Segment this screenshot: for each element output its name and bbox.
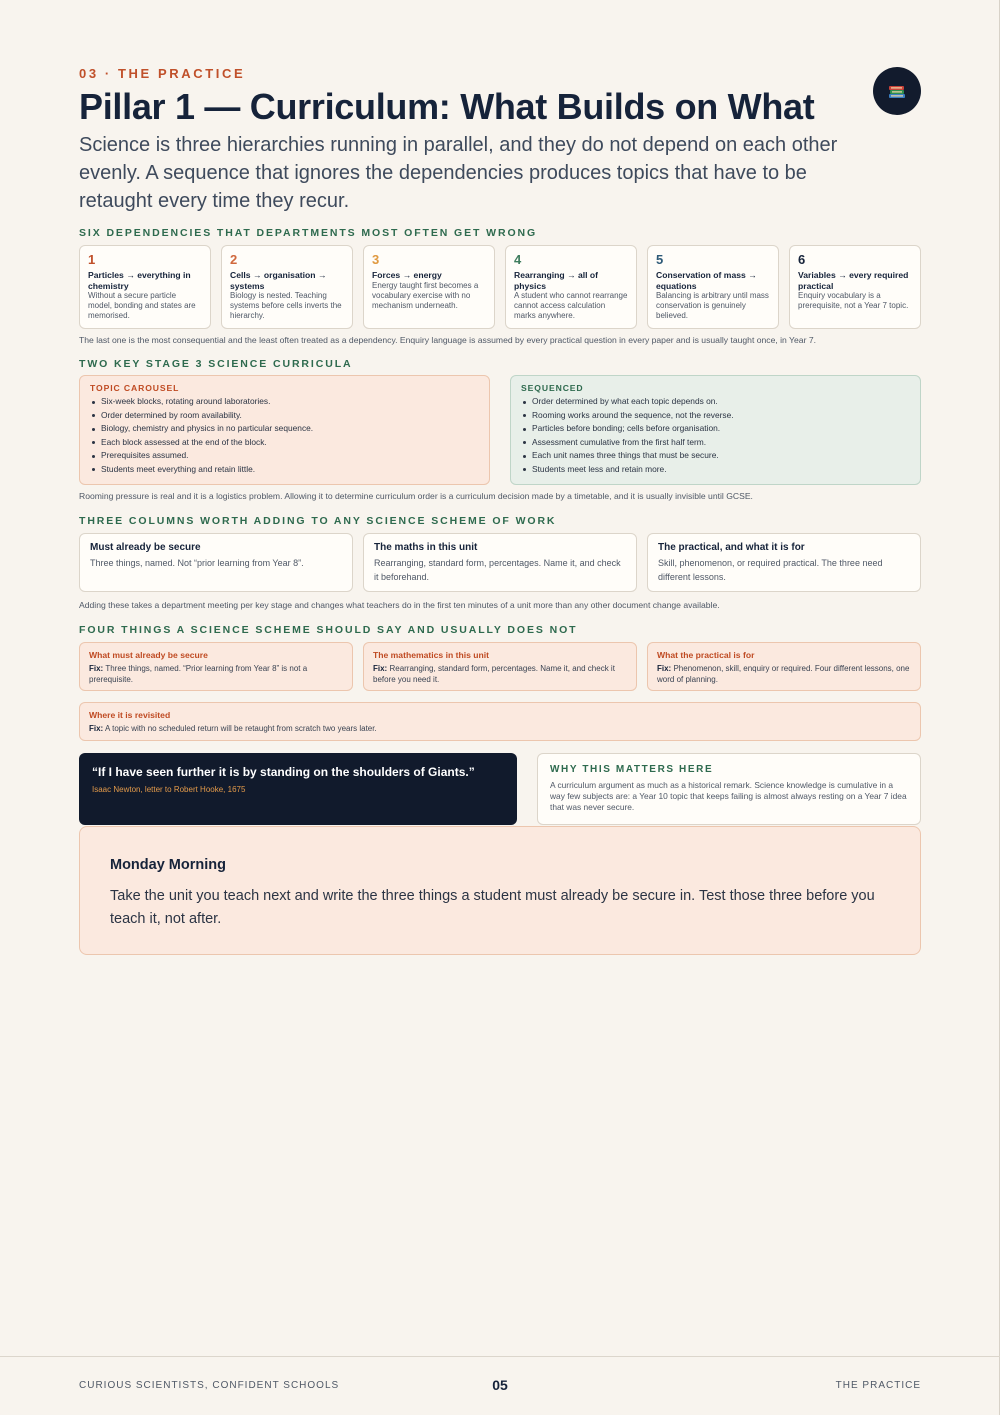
page-title: Pillar 1 — Curriculum: What Builds on What <box>79 86 815 127</box>
fix-card-secure <box>79 642 353 691</box>
curricula-note: Rooming pressure is real and it is a logistics problem. Allowing it to determine curriculum order is a curriculum decision made by a timetable, and it is usually invisible until GCSE. <box>79 491 753 501</box>
list-item: Rooming works around the sequence, not the reverse. <box>521 409 910 423</box>
fix-text: Rearranging, standard form, percentages. Name it, and check it before you need it. <box>373 664 615 685</box>
dependency-body: Biology is nested. Teaching systems before cells inverts the hierarchy. <box>230 291 342 321</box>
books-icon-graphic <box>886 80 908 102</box>
list-item: Students meet less and retain more. <box>521 463 910 477</box>
dependency-number: 6 <box>798 252 806 267</box>
list-item: Six-week blocks, rotating around laboratories. <box>90 395 479 409</box>
dependency-title: Variables → every required practical <box>798 270 909 291</box>
fix-card-body <box>89 723 911 734</box>
dependency-body: Balancing is arbitrary until mass conservation is genuinely believed. <box>656 291 769 321</box>
footer-publication: CURIOUS SCIENTISTS, CONFIDENT SCHOOLS <box>79 1380 340 1391</box>
list-item: Order determined by room availability. <box>90 409 479 423</box>
fix-card-maths <box>363 642 637 691</box>
list-item: Particles before bonding; cells before organisation. <box>521 422 910 436</box>
dependency-number: 2 <box>230 252 238 267</box>
list-item: Assessment cumulative from the first half term. <box>521 436 910 450</box>
column-body: Rearranging, standard form, percentages. Name it, and check it beforehand. <box>374 558 621 582</box>
column-title: Must already be secure <box>90 542 201 553</box>
dependency-card-5 <box>647 245 779 329</box>
fix-text: Three things, named. “Prior learning from Year 8” is not a prerequisite. <box>89 664 308 685</box>
monday-morning-panel <box>79 826 921 955</box>
fix-card-title: What must already be secure <box>89 650 208 660</box>
quote-card <box>79 753 517 825</box>
dependency-body: Energy taught first becomes a vocabulary exercise with no mechanism underneath. <box>372 280 479 310</box>
dependency-title: Conservation of mass → equations <box>656 270 757 291</box>
topic-carousel-panel <box>79 375 490 485</box>
books-icon <box>873 67 921 115</box>
topic-carousel-title: TOPIC CAROUSEL <box>90 383 180 393</box>
column-body: Three things, named. Not “prior learning from Year 8”. <box>90 558 304 568</box>
column-title: The practical, and what it is for <box>658 542 805 553</box>
dependency-number: 3 <box>372 252 380 267</box>
columns-note: Adding these takes a department meeting per key stage and changes what teachers do in the first ten minutes of a unit more than any other document change available. <box>79 600 720 610</box>
monday-title: Monday Morning <box>110 857 226 873</box>
why-card <box>537 753 921 825</box>
fix-card-body <box>89 663 343 685</box>
fix-card-title: Where it is revisited <box>89 710 171 720</box>
columns-heading: THREE COLUMNS WORTH ADDING TO ANY SCIENCE SCHEME OF WORK <box>79 515 557 527</box>
fix-card-title: The mathematics in this unit <box>373 650 490 660</box>
column-card-maths <box>363 533 637 592</box>
four-things-row <box>79 642 921 691</box>
topic-carousel-list <box>90 395 479 476</box>
dependency-title: Particles → everything in chemistry <box>88 270 191 291</box>
footer-divider <box>0 1356 1000 1357</box>
dependency-title: Rearranging → all of physics <box>514 270 599 291</box>
sequenced-panel <box>510 375 921 485</box>
column-card-secure <box>79 533 353 592</box>
fix-label: Fix: <box>373 664 388 673</box>
fix-label: Fix: <box>89 724 104 733</box>
list-item: Prerequisites assumed. <box>90 449 479 463</box>
dependency-number: 5 <box>656 252 664 267</box>
fix-label: Fix: <box>657 664 672 673</box>
sequenced-list <box>521 395 910 476</box>
curricula-heading: TWO KEY STAGE 3 SCIENCE CURRICULA <box>79 358 353 370</box>
dependency-body: Without a secure particle model, bonding and states are memorised. <box>88 291 196 321</box>
dependency-card-2 <box>221 245 353 329</box>
dependency-number: 4 <box>514 252 522 267</box>
fix-label: Fix: <box>89 664 104 673</box>
fix-text: A topic with no scheduled return will be retaught from scratch two years later. <box>105 724 377 733</box>
list-item: Students meet everything and retain little. <box>90 463 479 477</box>
footer-section: THE PRACTICE <box>835 1380 921 1391</box>
fix-text: Phenomenon, skill, enquiry or required. Four different lessons, one word of planning. <box>657 664 910 685</box>
page-lede: Science is three hierarchies running in parallel, and they do not depend on each other evenly. A sequence that ignores the dependencies produces topics that have to be retaught every time they recur. <box>79 134 838 212</box>
quote-text: “If I have seen further it is by standing on the shoulders of Giants.” <box>92 765 475 779</box>
dependency-card-3 <box>363 245 495 329</box>
monday-body: Take the unit you teach next and write the three things a student must already be secure in. Test those three before you teach it, not after. <box>110 888 875 927</box>
quote-source: Isaac Newton, letter to Robert Hooke, 1675 <box>92 785 246 794</box>
dependency-number: 1 <box>88 252 96 267</box>
dependency-body: Enquiry vocabulary is a prerequisite, not a Year 7 topic. <box>798 291 909 311</box>
dependency-card-1 <box>79 245 211 329</box>
dependencies-heading: SIX DEPENDENCIES THAT DEPARTMENTS MOST OFTEN GET WRONG <box>79 227 538 239</box>
list-item: Each block assessed at the end of the block. <box>90 436 479 450</box>
list-item: Order determined by what each topic depends on. <box>521 395 910 409</box>
why-heading: WHY THIS MATTERS HERE <box>550 764 714 775</box>
dependency-body: A student who cannot rearrange cannot access calculation marks anywhere. <box>514 291 628 321</box>
dependency-title: Forces → energy <box>372 270 442 280</box>
dependencies-row <box>79 245 921 329</box>
dependencies-note: The last one is the most consequential and the least often treated as a dependency. Enquiry language is assumed by every practical question in every paper and is usually taught once, in Year 7. <box>79 335 816 345</box>
why-body: A curriculum argument as much as a historical remark. Science knowledge is cumulative in a way few subjects are: a Year 10 topic that keeps failing is almost always resting on a Year 7 idea that was never secure. <box>550 780 907 813</box>
fix-card-practical <box>647 642 921 691</box>
list-item: Biology, chemistry and physics in no particular sequence. <box>90 422 479 436</box>
column-card-practical <box>647 533 921 592</box>
columns-row <box>79 533 921 592</box>
column-title: The maths in this unit <box>374 542 478 553</box>
dependency-card-4 <box>505 245 637 329</box>
fix-card-body <box>657 663 911 685</box>
list-item: Each unit names three things that must be secure. <box>521 449 910 463</box>
sequenced-title: SEQUENCED <box>521 383 584 393</box>
page-number: 05 <box>492 1377 508 1393</box>
fix-card-revisited <box>79 702 921 741</box>
section-eyebrow: 03 · THE PRACTICE <box>79 66 246 81</box>
column-body: Skill, phenomenon, or required practical. The three need different lessons. <box>658 558 883 582</box>
fix-card-body <box>373 663 627 685</box>
dependency-title: Cells → organisation → systems <box>230 270 327 291</box>
fix-card-title: What the practical is for <box>657 650 755 660</box>
four-things-heading: FOUR THINGS A SCIENCE SCHEME SHOULD SAY AND USUALLY DOES NOT <box>79 624 578 636</box>
dependency-card-6 <box>789 245 921 329</box>
